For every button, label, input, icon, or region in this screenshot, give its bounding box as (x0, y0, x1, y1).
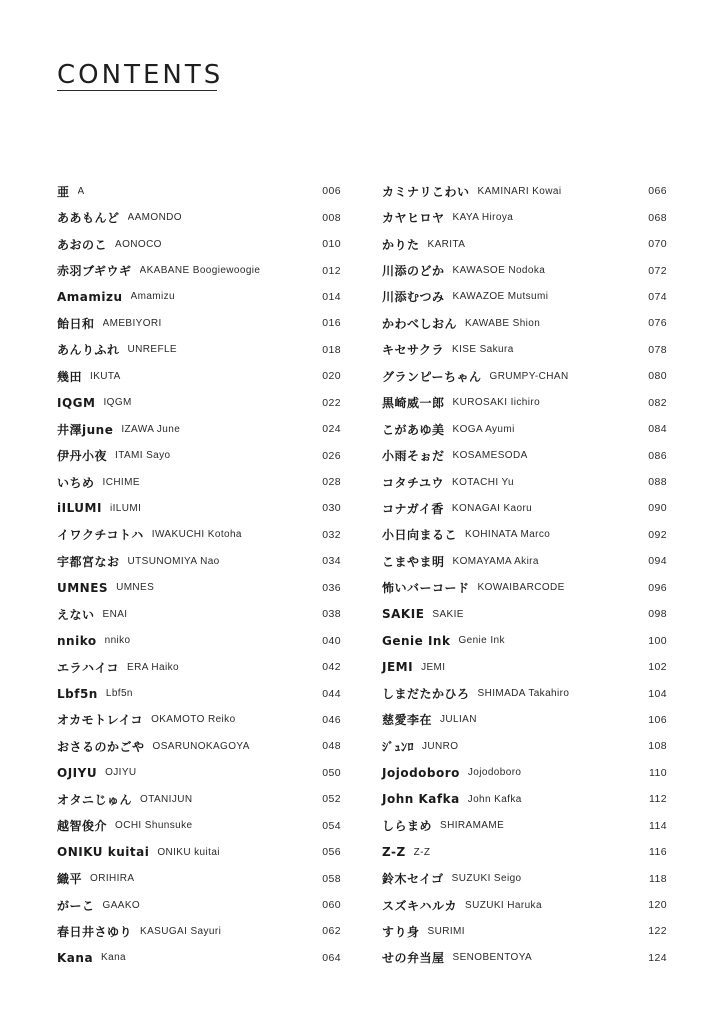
toc-entry (57, 654, 341, 680)
artist-name: Lbf5n (57, 686, 98, 701)
toc-entry (382, 178, 667, 204)
toc-entry (382, 575, 667, 601)
artist-name: 小雨そぉだ (382, 449, 445, 464)
page-number: 034 (322, 555, 341, 568)
page-number: 096 (648, 581, 667, 594)
toc-entry (382, 733, 667, 759)
artist-name: 幾田 (57, 369, 83, 384)
toc-entry (382, 627, 667, 653)
artist-romanized-name: AMEBIYORI (102, 317, 162, 329)
artist-romanized-name: KAMINARI Kowai (477, 185, 562, 197)
toc-entry (382, 707, 667, 733)
artist-name: OJIYU (57, 765, 98, 780)
artist-name: 怖いバーコード (382, 581, 470, 596)
artist-name: SAKIE (382, 607, 425, 622)
artist-name: 慈愛李在 (382, 713, 433, 728)
page-number: 102 (648, 661, 667, 674)
artist-name: Kana (57, 950, 94, 965)
toc-entry (382, 363, 667, 389)
artist-romanized-name: IQGM (103, 397, 132, 409)
artist-name: 織平 (57, 872, 83, 887)
artist-name: 川添のどか (382, 264, 445, 279)
artist-romanized-name: ENAI (102, 608, 128, 620)
artist-name: カミナリこわい (382, 184, 470, 199)
artist-name: カヤヒロヤ (382, 211, 445, 226)
artist-name: 伊丹小夜 (57, 449, 108, 464)
page-number: 020 (322, 370, 341, 383)
artist-name: オカモトレイコ (57, 713, 144, 728)
toc-entry (57, 284, 341, 310)
artist-name: 春日井さゆり (57, 924, 133, 939)
artist-romanized-name: JEMI (421, 661, 446, 673)
artist-name: オタニじゅん (57, 792, 133, 807)
artist-name: キセサクラ (382, 343, 445, 358)
page-number: 060 (322, 899, 341, 912)
artist-romanized-name: UMNES (116, 582, 155, 594)
toc-entry (57, 892, 341, 918)
artist-romanized-name: GAAKO (102, 899, 141, 911)
page-number: 106 (648, 713, 667, 726)
page-number: 066 (648, 185, 667, 198)
page-number: 032 (322, 528, 341, 541)
artist-name: 川添むつみ (382, 290, 445, 305)
page-number: 124 (648, 951, 667, 964)
artist-romanized-name: AONOCO (115, 238, 162, 250)
artist-name: 黒崎威一郎 (382, 396, 445, 411)
toc-entry (57, 601, 341, 627)
page-number: 104 (648, 687, 667, 700)
artist-romanized-name: ERA Haiko (127, 661, 179, 673)
page-number: 112 (649, 793, 667, 806)
page-number: 086 (648, 449, 667, 462)
toc-entry (57, 310, 341, 336)
toc-entry (382, 442, 667, 468)
artist-name: 亜 (57, 184, 70, 199)
page-number: 082 (648, 396, 667, 409)
artist-romanized-name: Amamizu (130, 291, 176, 303)
artist-name: こまやま明 (382, 554, 445, 569)
artist-name: iILUMI (57, 501, 102, 516)
artist-name: 井澤june (57, 422, 114, 437)
artist-name: 越智俊介 (57, 819, 108, 834)
artist-romanized-name: KASUGAI Sayuri (140, 925, 222, 937)
artist-romanized-name: Kana (101, 952, 127, 964)
artist-romanized-name: SURIMI (427, 925, 465, 937)
toc-entry (57, 945, 341, 971)
toc-column-right (382, 178, 667, 971)
toc-entry (382, 548, 667, 574)
toc-entry (57, 522, 341, 548)
artist-romanized-name: IWAKUCHI Kotoha (151, 529, 242, 541)
artist-name: Genie Ink (382, 633, 451, 648)
artist-name: せの弁当屋 (382, 951, 445, 966)
page-number: 022 (322, 396, 341, 409)
artist-romanized-name: JULIAN (440, 714, 477, 726)
page-number: 008 (322, 211, 341, 224)
artist-romanized-name: SENOBENTOYA (452, 952, 533, 964)
artist-name: こがあゆ美 (382, 422, 445, 437)
page-number: 040 (322, 634, 341, 647)
page-number: 090 (648, 502, 667, 515)
artist-name: nniko (57, 633, 97, 648)
page-number: 048 (322, 740, 341, 753)
artist-name: ｼﾞｭﾝﾛ (382, 739, 415, 754)
page-number: 010 (322, 238, 341, 251)
artist-name: あおのこ (57, 237, 108, 252)
toc-entry (57, 204, 341, 230)
artist-romanized-name: OCHI Shunsuke (115, 820, 193, 832)
page-number: 052 (322, 793, 341, 806)
toc-entry (57, 390, 341, 416)
page-number: 094 (648, 555, 667, 568)
toc-entry (382, 786, 667, 812)
page-number: 016 (322, 317, 341, 330)
artist-name: エラハイコ (57, 660, 120, 675)
artist-name: あんりふれ (57, 343, 120, 358)
artist-romanized-name: ONIKU kuitai (157, 846, 220, 858)
toc-entry (57, 363, 341, 389)
toc-entry (382, 813, 667, 839)
artist-romanized-name: KAWAZOE Mutsumi (452, 291, 549, 303)
toc-entry (382, 390, 667, 416)
toc-entry (382, 945, 667, 971)
artist-name: がーこ (57, 898, 95, 913)
page-number: 056 (322, 846, 341, 859)
artist-romanized-name: iILUMI (109, 502, 142, 514)
artist-romanized-name: SHIRAMAME (440, 820, 505, 832)
artist-romanized-name: AAMONDO (127, 212, 182, 224)
toc-entry (57, 918, 341, 944)
artist-name: JEMI (382, 660, 414, 675)
artist-name: ONIKU kuitai (57, 845, 150, 860)
artist-romanized-name: ITAMI Sayo (115, 450, 171, 462)
artist-name: スズキハルカ (382, 898, 458, 913)
artist-romanized-name: ICHIME (102, 476, 140, 488)
artist-romanized-name: KOHINATA Marco (465, 529, 551, 541)
page-title: CONTENTS (57, 60, 224, 90)
artist-name: UMNES (57, 580, 109, 595)
artist-romanized-name: Jojodoboro (467, 767, 522, 779)
toc-entry (382, 680, 667, 706)
artist-romanized-name: nniko (104, 635, 131, 647)
artist-romanized-name: A (77, 185, 85, 197)
page-number: 050 (322, 766, 341, 779)
artist-romanized-name: JUNRO (422, 740, 459, 752)
title-underline (57, 90, 217, 91)
artist-romanized-name: KUROSAKI Iichiro (452, 397, 541, 409)
artist-romanized-name: KOMAYAMA Akira (452, 555, 539, 567)
artist-romanized-name: SHIMADA Takahiro (477, 688, 570, 700)
artist-romanized-name: SUZUKI Seigo (451, 873, 522, 885)
page-number: 070 (648, 238, 667, 251)
artist-romanized-name: Z-Z (413, 846, 431, 858)
artist-name: グランピーちゃん (382, 369, 482, 384)
toc-entry (57, 548, 341, 574)
page-number: 068 (648, 211, 667, 224)
page-number: 038 (322, 608, 341, 621)
page-number: 100 (648, 634, 667, 647)
toc-entry (382, 284, 667, 310)
toc-entry (382, 337, 667, 363)
artist-name: イワクチコトハ (57, 528, 144, 543)
artist-name: いちめ (57, 475, 95, 490)
artist-romanized-name: AKABANE Boogiewoogie (139, 265, 261, 277)
page-number: 118 (649, 872, 667, 885)
artist-romanized-name: OJIYU (105, 767, 137, 779)
toc-entry (57, 786, 341, 812)
toc-entry (57, 575, 341, 601)
toc-entry (57, 760, 341, 786)
artist-romanized-name: KOGA Ayumi (452, 423, 515, 435)
artist-name: Jojodoboro (382, 765, 460, 780)
artist-name: IQGM (57, 395, 96, 410)
page-number: 116 (649, 846, 667, 859)
page-number: 084 (648, 423, 667, 436)
page-number: 028 (322, 476, 341, 489)
artist-name: 飴日和 (57, 316, 95, 331)
toc-entry (382, 865, 667, 891)
artist-name: 鈴木セイゴ (382, 872, 444, 887)
artist-romanized-name: KOWAIBARCODE (477, 582, 565, 594)
artist-romanized-name: SAKIE (432, 608, 464, 620)
artist-romanized-name: KOTACHI Yu (452, 476, 515, 488)
toc-entry (57, 231, 341, 257)
artist-romanized-name: KAWABE Shion (465, 317, 541, 329)
page-number: 088 (648, 476, 667, 489)
page-number: 018 (322, 343, 341, 356)
artist-name: コナガイ香 (382, 501, 444, 516)
artist-name: かりた (382, 237, 420, 252)
artist-romanized-name: KAYA Hiroya (452, 212, 514, 224)
artist-romanized-name: KARITA (427, 238, 466, 250)
artist-romanized-name: OKAMOTO Reiko (151, 714, 236, 726)
artist-romanized-name: UNREFLE (127, 344, 177, 356)
toc-entry (382, 469, 667, 495)
toc-entry (57, 257, 341, 283)
page-number: 080 (648, 370, 667, 383)
artist-romanized-name: ORIHIRA (90, 873, 135, 885)
toc-entry (57, 442, 341, 468)
toc-entry (382, 231, 667, 257)
toc-entry (57, 865, 341, 891)
toc-entry (382, 204, 667, 230)
artist-name: えない (57, 607, 95, 622)
page-number: 054 (322, 819, 341, 832)
page-number: 042 (322, 661, 341, 674)
artist-name: コタチユウ (382, 475, 445, 490)
toc-entry (57, 178, 341, 204)
artist-name: おさるのかごや (57, 739, 145, 754)
page-number: 098 (648, 608, 667, 621)
toc-entry (382, 892, 667, 918)
page-number: 108 (648, 740, 667, 753)
artist-romanized-name: KAWASOE Nodoka (452, 265, 546, 277)
artist-name: かわべしおん (382, 316, 458, 331)
toc-entry (382, 495, 667, 521)
page-number: 076 (648, 317, 667, 330)
artist-romanized-name: KONAGAI Kaoru (451, 502, 533, 514)
artist-name: 赤羽ブギウギ (57, 264, 132, 279)
toc-entry (382, 839, 667, 865)
artist-romanized-name: OTANIJUN (140, 793, 193, 805)
page-number: 092 (648, 528, 667, 541)
toc-entry (57, 627, 341, 653)
page-number: 012 (322, 264, 341, 277)
artist-romanized-name: OSARUNOKAGOYA (152, 740, 250, 752)
toc-entry (382, 416, 667, 442)
page-number: 114 (649, 819, 667, 832)
page-number: 110 (649, 766, 667, 779)
page-number: 120 (648, 899, 667, 912)
page-number: 026 (322, 449, 341, 462)
artist-romanized-name: KOSAMESODA (452, 450, 528, 462)
toc-entry (382, 310, 667, 336)
artist-name: 宇都宮なお (57, 554, 120, 569)
page-number: 024 (322, 423, 341, 436)
toc-entry (382, 654, 667, 680)
page-number: 036 (322, 581, 341, 594)
page-number: 074 (648, 290, 667, 303)
page-number: 006 (322, 185, 341, 198)
page-number: 078 (648, 343, 667, 356)
toc-entry (382, 918, 667, 944)
toc-entry (57, 469, 341, 495)
artist-romanized-name: KISE Sakura (452, 344, 514, 356)
artist-romanized-name: John Kafka (467, 793, 522, 805)
toc-entry (57, 839, 341, 865)
toc-entry (57, 813, 341, 839)
toc-entry (57, 416, 341, 442)
artist-romanized-name: Genie Ink (458, 635, 505, 647)
toc-entry (57, 680, 341, 706)
artist-name: しまだたかひろ (382, 687, 470, 702)
toc-entry (382, 522, 667, 548)
toc-entry (57, 337, 341, 363)
page-number: 046 (322, 713, 341, 726)
artist-name: ああもんど (57, 211, 120, 226)
toc-entry (382, 760, 667, 786)
toc-entry (57, 495, 341, 521)
page-number: 044 (322, 687, 341, 700)
page-number: 062 (322, 925, 341, 938)
toc-column-left (57, 178, 341, 971)
page-number: 030 (322, 502, 341, 515)
toc-entry (382, 257, 667, 283)
artist-name: 小日向まるこ (382, 528, 458, 543)
page-number: 064 (322, 951, 341, 964)
page-number: 072 (648, 264, 667, 277)
artist-romanized-name: IZAWA June (121, 423, 181, 435)
page-number: 014 (322, 290, 341, 303)
toc-entry (57, 707, 341, 733)
artist-name: Z-Z (382, 845, 406, 860)
page-number: 122 (648, 925, 667, 938)
artist-name: Amamizu (57, 289, 123, 304)
artist-romanized-name: SUZUKI Haruka (465, 899, 542, 911)
artist-name: すり身 (382, 924, 420, 939)
toc-entry (57, 733, 341, 759)
artist-romanized-name: IKUTA (90, 370, 121, 382)
toc-entry (382, 601, 667, 627)
page-number: 058 (322, 872, 341, 885)
artist-romanized-name: Lbf5n (105, 688, 133, 700)
artist-name: しらまめ (382, 819, 433, 834)
artist-name: John Kafka (382, 792, 460, 807)
artist-romanized-name: GRUMPY-CHAN (489, 370, 569, 382)
artist-romanized-name: UTSUNOMIYA Nao (127, 555, 220, 567)
